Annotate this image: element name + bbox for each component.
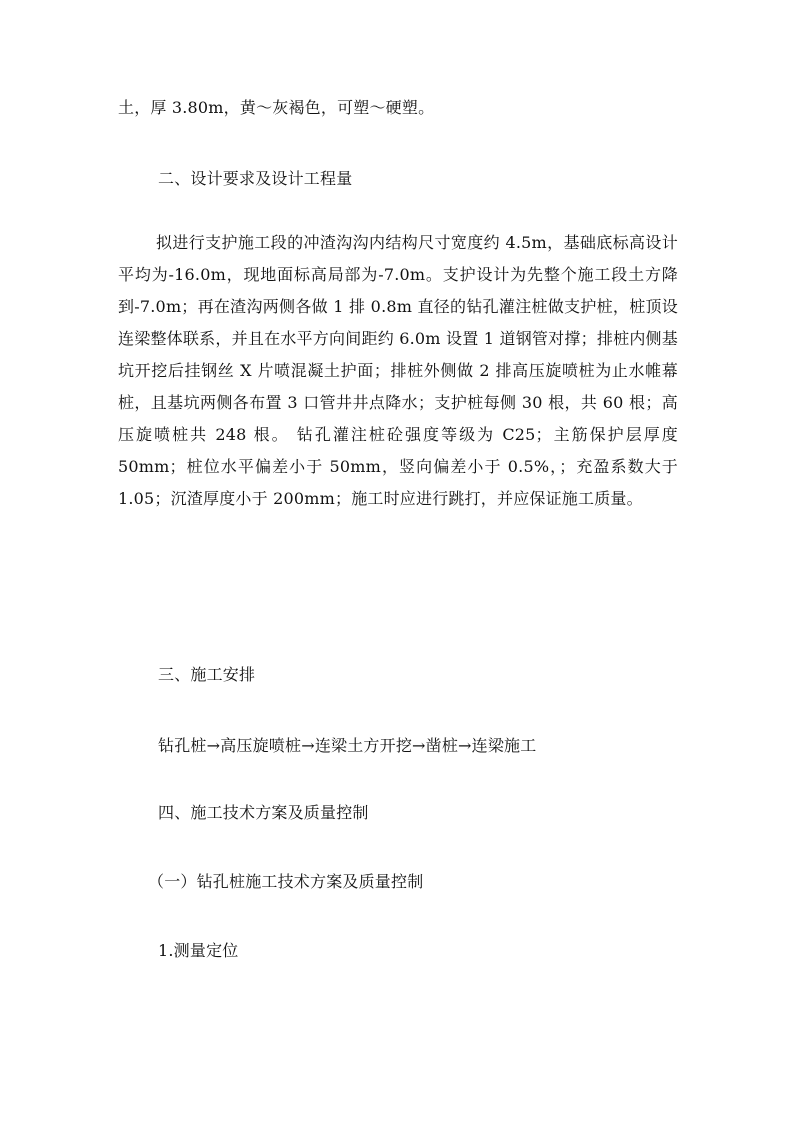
process-flow-line: 钻孔桩→高压旋喷桩→连梁土方开挖→凿桩→连梁施工 bbox=[158, 736, 537, 755]
item-heading-survey-positioning: 1.测量定位 bbox=[158, 941, 239, 960]
section-heading-design-requirements: 二、设计要求及设计工程量 bbox=[158, 169, 353, 188]
design-requirements-paragraph: 拟进行支护施工段的冲渣沟沟内结构尺寸宽度约 4.5m，基础底标高设计平均为-16.0m，现地面标高局部为-7.0m。支护设计为先整个施工段土方降到-7.0m；再在渣沟两侧各做 1 排 0.8m 直径的钻孔灌注桩做支护桩，桩顶设连梁整体联系，并且在水平方向间距约 6.0m 设置 1 道钢管对撑；排桩内侧基坑开挖后挂钢丝 X 片喷混凝土护面；排桩外侧做 2 排高压旋喷桩为止水帷幕桩，且基坑两侧各布置 3 口管井井点降水；支护桩每侧 30 根，共 60 根；高压旋喷桩共 248 根。 钻孔灌注桩砼强度等级为 C25；主筋保护层厚度 50mm；桩位水平偏差小于 50mm，竖向偏差小于 0.5%，；充盈系数大于 1.05；沉渣厚度小于 200mm；施工时应进行跳打，并应保证施工质量。 bbox=[118, 233, 678, 508]
continuation-line: 土，厚 3.80m，黄～灰褐色，可塑～硬塑。 bbox=[118, 98, 435, 117]
subsection-heading-bored-pile: （一）钻孔桩施工技术方案及质量控制 bbox=[148, 872, 424, 891]
section-heading-technical-plan: 四、施工技术方案及质量控制 bbox=[158, 803, 369, 822]
section-heading-construction-arrangement: 三、施工安排 bbox=[158, 665, 256, 684]
